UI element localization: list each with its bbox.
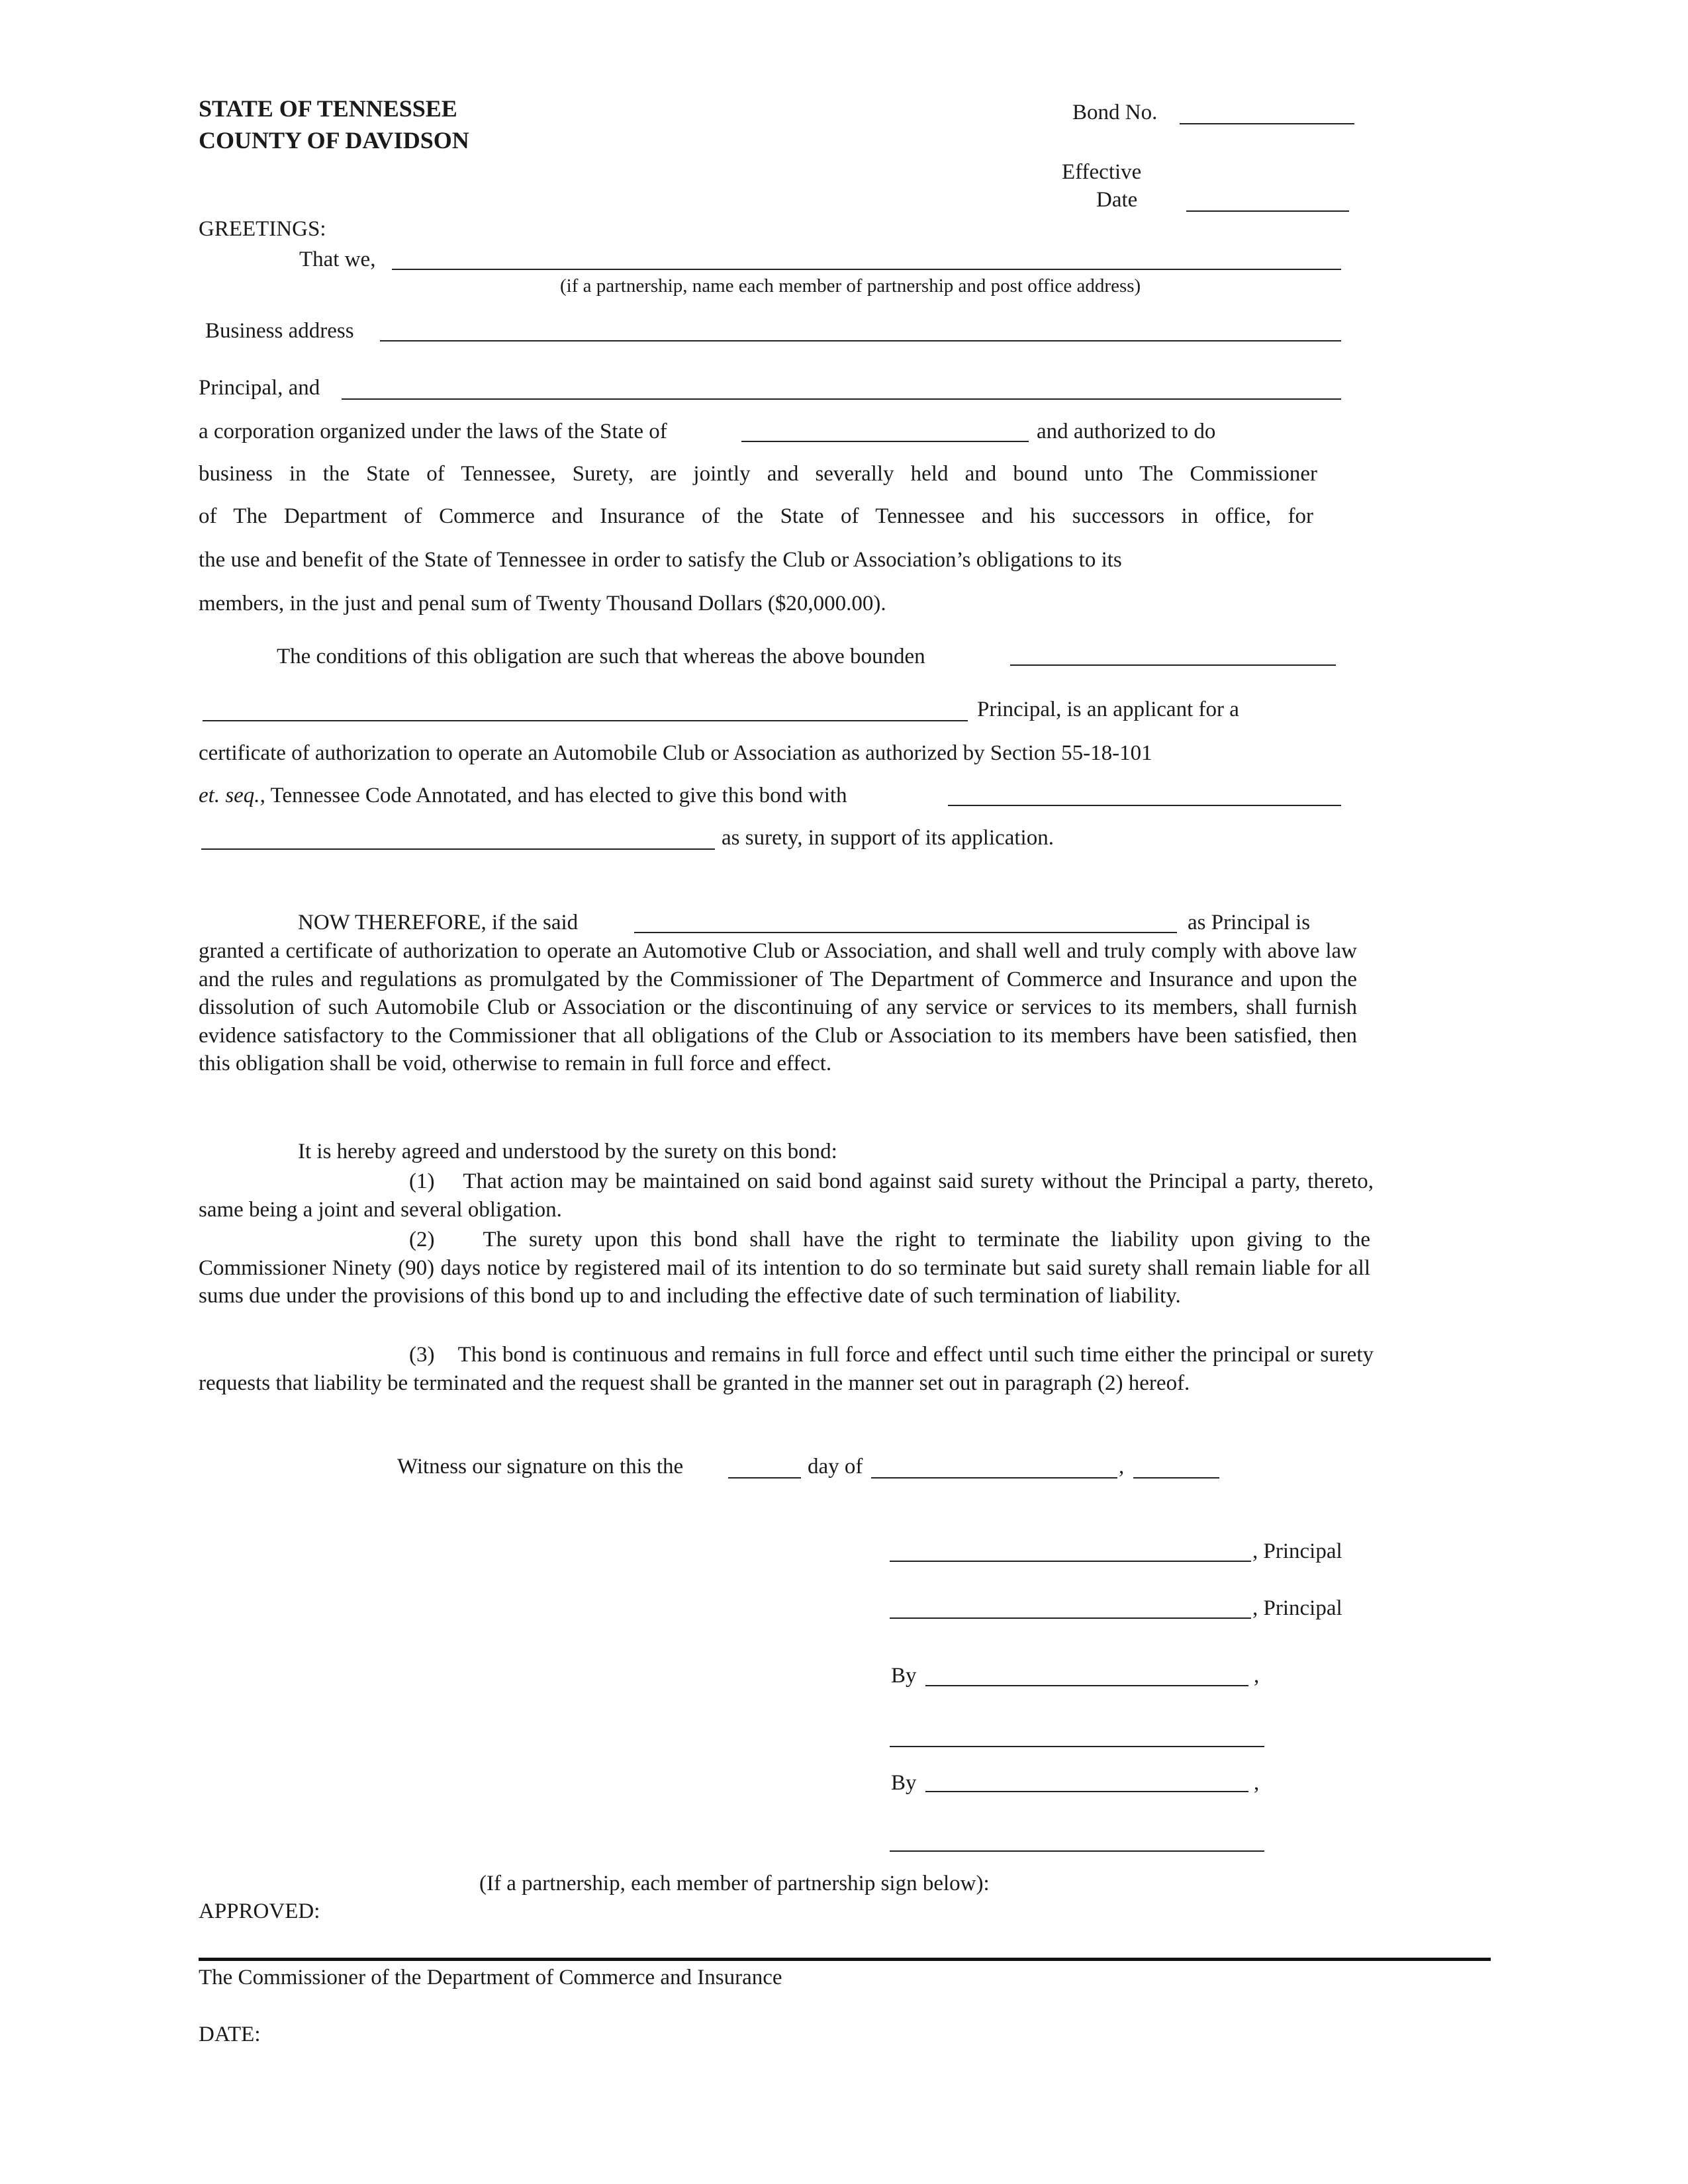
clause-1-text: That action may be maintained on said bond against said surety without the Principal a party, thereto, same being a joint and several obligation.: [199, 1169, 1374, 1222]
that-we-label: That we,: [299, 248, 376, 271]
principal-label-2: , Principal: [1252, 1596, 1342, 1620]
principal-applicant-text: Principal, is an applicant for a: [977, 698, 1239, 721]
bounden-field[interactable]: [1010, 664, 1336, 666]
by-label-2: By: [891, 1771, 917, 1795]
body-line-2: of The Department of Commerce and Insurance of the State of Tennessee and his successors in office, for: [199, 504, 1313, 528]
by-signature-2[interactable]: [925, 1791, 1248, 1792]
witness-text: Witness our signature on this the: [397, 1455, 684, 1479]
body-line-3: the use and benefit of the State of Tennessee in order to satisfy the Club or Association’s obligations to its: [199, 548, 1122, 572]
principal-name-field[interactable]: [203, 720, 968, 721]
principal-and-label: Principal, and: [199, 376, 320, 400]
witness-year-field[interactable]: [1133, 1477, 1219, 1479]
witness-day-field[interactable]: [728, 1477, 801, 1479]
clause-3-num: (3): [409, 1343, 435, 1367]
now-therefore-principal-field[interactable]: [634, 932, 1177, 933]
clause-1-num: (1): [409, 1169, 435, 1193]
surety-company-field-2[interactable]: [201, 848, 715, 850]
clause-3-text: This bond is continuous and remains in full force and effect until such time either the principal or surety requests that liability be terminated and the request shall be granted in the manner set out in paragraph (2) hereof.: [199, 1343, 1374, 1395]
by-comma-1: ,: [1254, 1664, 1260, 1688]
date-footer-label: DATE:: [199, 2023, 261, 2046]
state-heading: STATE OF TENNESSEE: [199, 95, 457, 122]
by-label-1: By: [891, 1664, 917, 1688]
certificate-line: certificate of authorization to operate an Automobile Club or Association as authorized by Section 55-18-101: [199, 741, 1152, 765]
now-therefore-body: granted a certificate of authorization to operate an Automotive Club or Association, and shall well and truly comply with above law and the rules and regulations as promulgated by the Commissioner of The Department of Commerce and Insurance and upon the dissolution of such Automobile Club or Association or the discontinuing of any service or services to its members, shall furnish evidence satisfactory to the Commissioner that all obligations of the Club or Association to its members have been satisfied, then this obligation shall be void, otherwise to remain in full force and effect.: [199, 939, 1357, 1075]
code-line: [199, 782, 847, 809]
authorized-label: and authorized to do: [1037, 420, 1216, 443]
effective-date-field[interactable]: [1186, 210, 1349, 212]
principal-label-1: , Principal: [1252, 1539, 1342, 1563]
clause-2-num: (2): [409, 1228, 435, 1251]
body-line-4: members, in the just and penal sum of Twenty Thousand Dollars ($20,000.00).: [199, 592, 886, 615]
day-of-text: day of: [808, 1455, 863, 1479]
conditions-text: The conditions of this obligation are such that whereas the above bounden: [277, 645, 925, 668]
commissioner-label: The Commissioner of the Department of Commerce and Insurance: [199, 1966, 782, 1989]
partnership-sign-note: (If a partnership, each member of partnership sign below):: [479, 1872, 990, 1895]
by-signature-1[interactable]: [925, 1685, 1248, 1686]
clause-3: [199, 1341, 1374, 1397]
state-of-incorporation-field[interactable]: [741, 441, 1029, 442]
effective-date-label: Date: [1096, 188, 1138, 212]
principal-signature-2[interactable]: [890, 1617, 1251, 1619]
that-we-field[interactable]: [392, 269, 1341, 270]
clause-1: [199, 1167, 1374, 1224]
clause-2: [199, 1226, 1370, 1310]
county-heading: COUNTY OF DAVIDSON: [199, 127, 469, 154]
approved-label: APPROVED:: [199, 1899, 320, 1923]
bond-no-field[interactable]: [1180, 123, 1354, 124]
effective-label: Effective: [1062, 160, 1142, 184]
greetings: GREETINGS:: [199, 217, 326, 241]
business-address-label: Business address: [205, 319, 354, 343]
witness-month-field[interactable]: [871, 1477, 1117, 1479]
corp-line-label: a corporation organized under the laws of the State of: [199, 420, 667, 443]
title-line-2[interactable]: [890, 1850, 1264, 1852]
surety-company-field[interactable]: [948, 805, 1341, 806]
clause-2-text: The surety upon this bond shall have the right to terminate the liability upon giving to the Commissioner Ninety (90) days notice by registered mail of its intention to do so terminate but said surety shall remain liable for all sums due under the provisions of this bond up to and including the effective date of such termination of liability.: [199, 1228, 1370, 1308]
principal-signature-1[interactable]: [890, 1561, 1251, 1562]
witness-comma: ,: [1119, 1455, 1125, 1479]
code-line-text: , Tennessee Code Annotated, and has elected to give this bond with: [259, 784, 847, 807]
business-address-field[interactable]: [380, 340, 1341, 341]
body-line-1: business in the State of Tennessee, Surety, are jointly and severally held and bound unto The Commissioner: [199, 462, 1317, 486]
bond-no-label: Bond No.: [1072, 101, 1158, 124]
agreed-text: It is hereby agreed and understood by the surety on this bond:: [298, 1140, 837, 1163]
title-line-1[interactable]: [890, 1746, 1264, 1747]
as-surety-text: as surety, in support of its application.: [722, 826, 1054, 850]
by-comma-2: ,: [1254, 1771, 1260, 1795]
et-seq-text: et. seq.: [199, 784, 260, 807]
surety-name-field[interactable]: [342, 398, 1341, 400]
approval-signature-line[interactable]: [199, 1958, 1491, 1961]
as-principal-text: as Principal is: [1188, 911, 1311, 934]
partnership-note: (if a partnership, name each member of partnership and post office address): [560, 275, 1141, 296]
now-therefore-label: NOW THEREFORE, if the said: [298, 911, 579, 934]
